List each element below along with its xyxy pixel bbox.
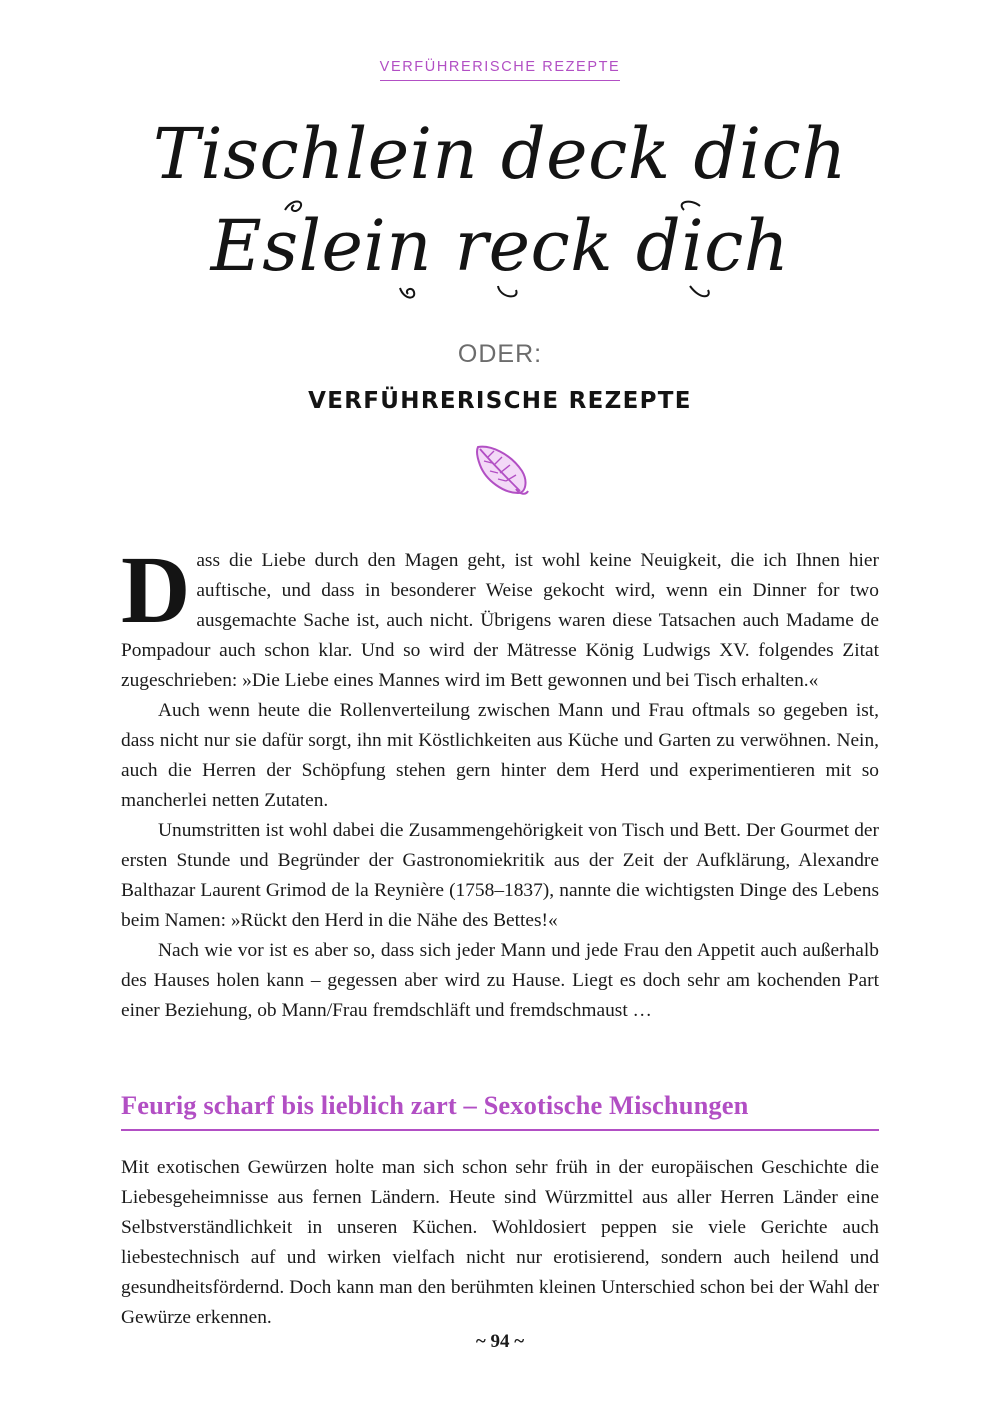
chapter-subtitle: VERFÜHRERISCHE REZEPTE xyxy=(308,388,692,414)
section-text xyxy=(121,1153,879,1333)
chapter-title-line-1: Tischlein deck dich xyxy=(153,113,847,195)
oder-label: ODER: xyxy=(457,340,543,368)
title-flourish-bottom xyxy=(0,282,1000,306)
intro-paragraph-4: Nach wie vor ist es aber so, dass sich jeder Mann und jede Frau den Appetit auch außerhalb des Hauses holen kann – gegessen aber wird zu Hause. Liegt es doch sehr am kochenden Part einer Beziehung, ob Mann/Frau fremdschläft und fremdschmaust … xyxy=(121,940,879,1021)
page-number: ~ 94 ~ xyxy=(475,1331,525,1352)
title-flourish-top xyxy=(0,196,1000,220)
intro-text xyxy=(121,536,879,1026)
intro-paragraph-2: Auch wenn heute die Rollenverteilung zwischen Mann und Frau oftmals so gegeben ist, dass nicht nur sie dafür sorgt, ihn mit Köstlichkeiten aus Küche und Garten zu verwöhnen. Nein, auch die Herren der Schöpfung stehen gern hinter dem Herd und experimentieren mit so mancherlei netten Zutaten. xyxy=(121,700,879,811)
running-head-text: VERFÜHRERISCHE REZEPTE xyxy=(380,59,621,81)
drop-cap: D xyxy=(121,536,191,643)
intro-paragraph-1-text: ass die Liebe durch den Magen geht, ist wohl keine Neuigkeit, die ich Ihnen hier auftische, und dass in besonderer Weise gekocht wird, wenn ein Dinner for two ausgemachte Sache ist, auch nicht. Übrigens waren diese Tatsachen auch Madame de Pompadour auch schon klar. Und so wird der Mätresse König Ludwigs XV. folgendes Zitat zugeschrieben: »Die Liebe eines Mannes wird im Bett gewonnen und bei Tisch erhalten.« xyxy=(121,550,879,691)
section-heading: Feurig scharf bis lieblich zart – Sexotische Mischungen xyxy=(121,1090,879,1131)
intro-paragraph-1 xyxy=(121,536,879,696)
chapter-title-line-2: Eslein reck dich xyxy=(210,205,790,287)
leaf-icon xyxy=(470,437,534,501)
running-head xyxy=(0,58,1000,81)
intro-paragraph-3: Unumstritten ist wohl dabei die Zusammengehörigkeit von Tisch und Bett. Der Gourmet der ersten Stunde und Begründer der Gastronomiekritik aus der Zeit der Aufklärung, Alexandre Balthazar Laurent Grimod de la Reynière (1758–1837), nannte die wichtigsten Dinge des Lebens beim Namen: »Rückt den Herd in die Nähe des Bettes!« xyxy=(121,820,879,931)
section-paragraph: Mit exotischen Gewürzen holte man sich schon sehr früh in der europäischen Geschichte die Liebesgeheimnisse aus fernen Ländern. Heute sind Würzmittel aus aller Herren Länder eine Selbstverständlichkeit in unseren Küchen. Wohldosiert peppen sie viele Gerichte auch liebestechnisch auf und wirken vielfach nicht nur erotisierend, sondern auch heilend und gesundheitsfördernd. Doch kann man den berühmten kleinen Unterschied schon bei der Wahl der Gewürze erkennen. xyxy=(121,1157,879,1328)
